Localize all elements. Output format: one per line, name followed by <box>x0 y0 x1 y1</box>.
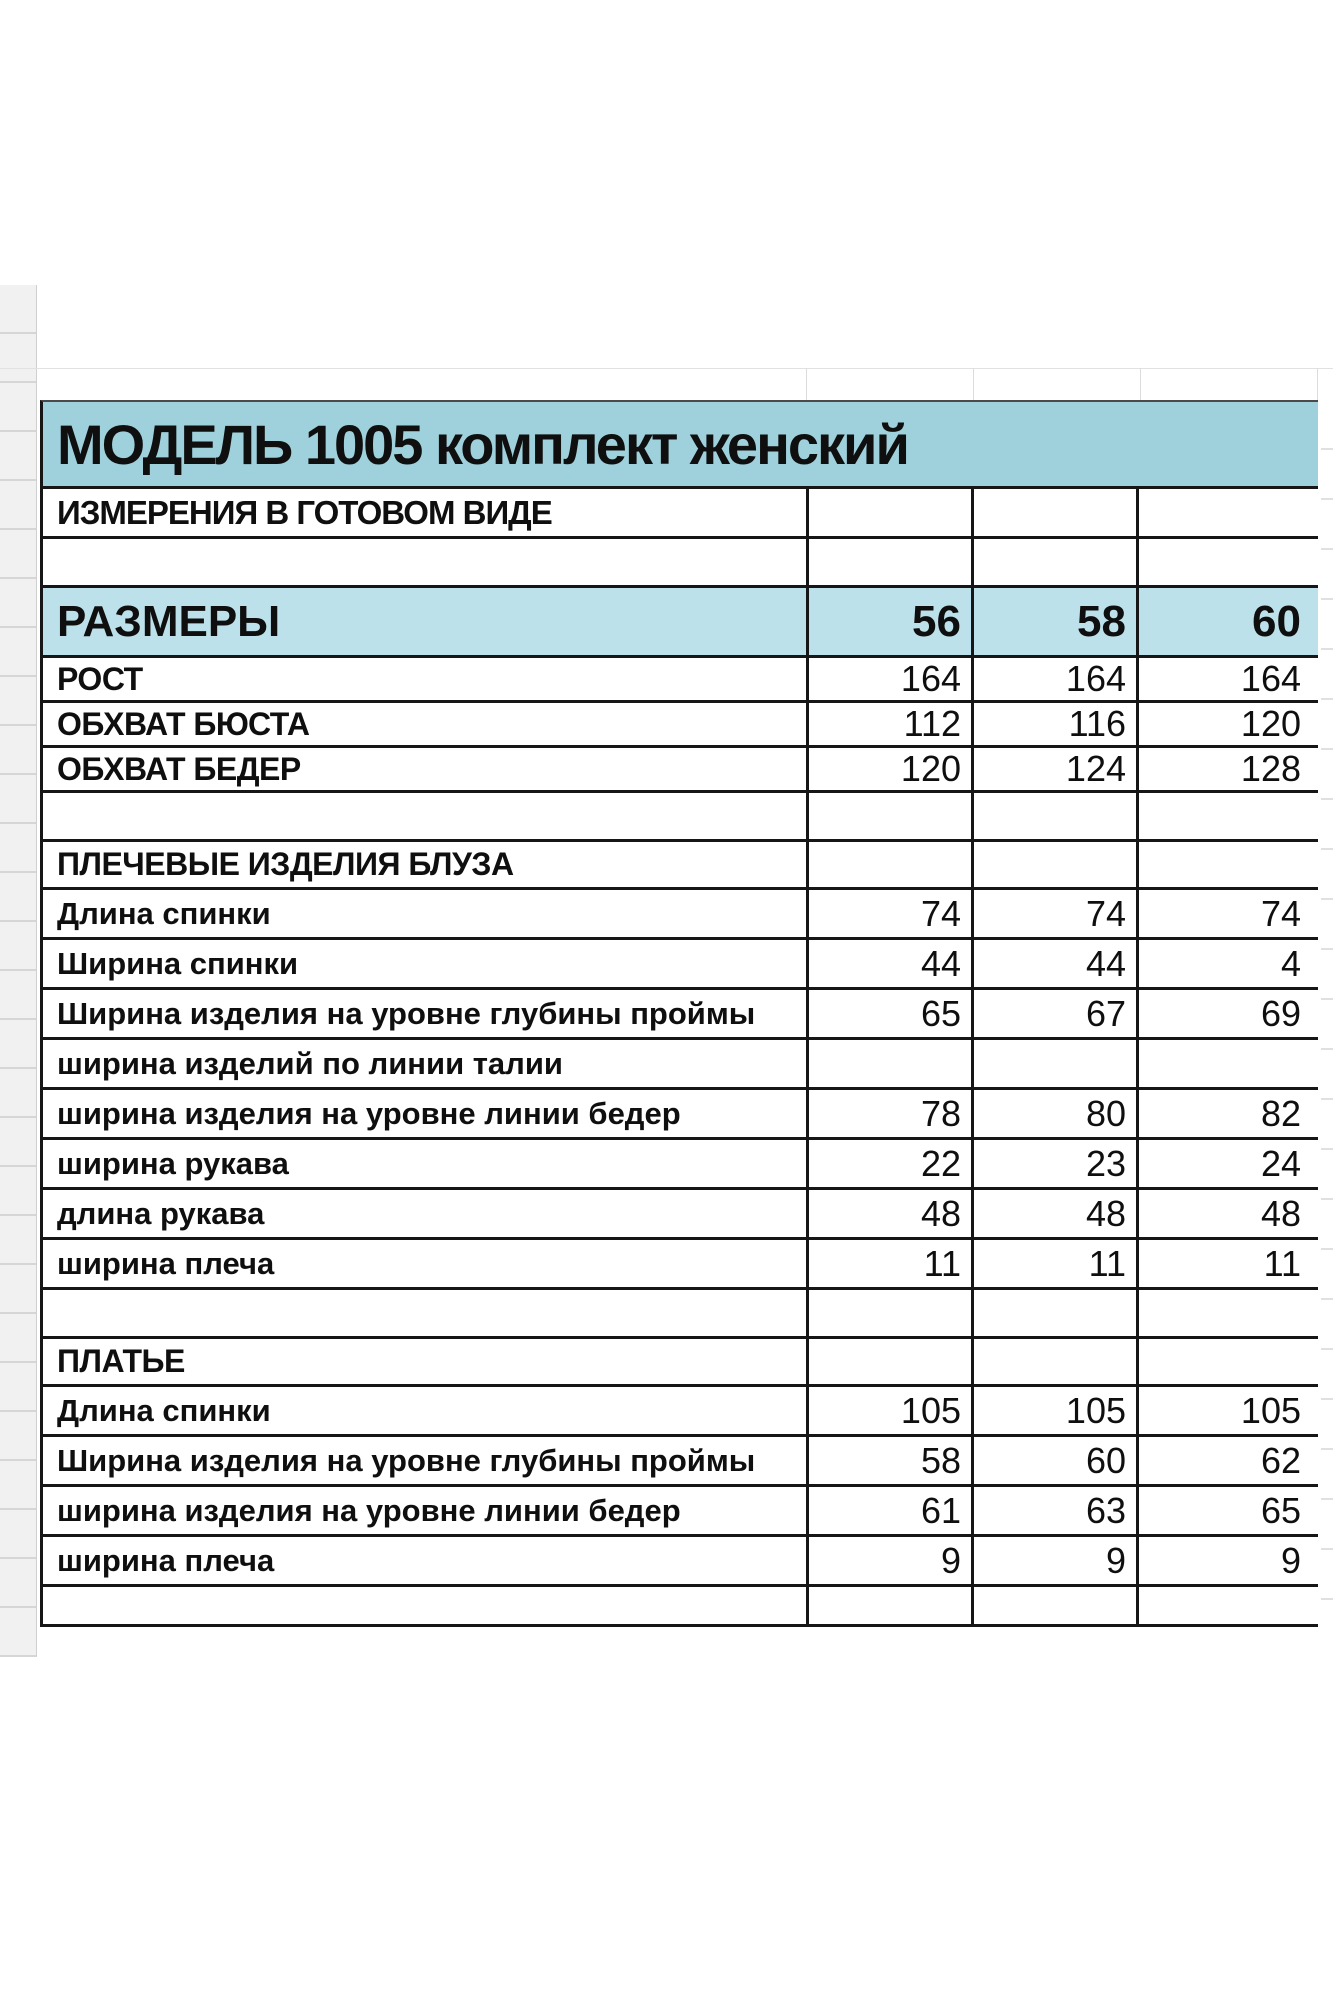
table-row <box>43 703 1318 748</box>
size-value-cell-56 <box>806 1339 971 1384</box>
row-label-cell: Ширина спинки <box>57 945 299 981</box>
size-value-cell-56: 44 <box>806 940 971 987</box>
size-value-cell-60: 128 <box>1136 748 1311 790</box>
size-value-cell-56: 105 <box>806 1387 971 1434</box>
table-title: МОДЕЛЬ 1005 комплект женский <box>57 412 908 476</box>
right-gridline-gutter <box>1321 400 1333 1645</box>
size-value-cell-56: 22 <box>806 1140 971 1187</box>
table-row <box>43 658 1318 703</box>
size-value-cell-60: 120 <box>1136 703 1311 745</box>
size-value-cell-56 <box>806 1040 971 1087</box>
row-label-cell: ширина плеча <box>57 1245 275 1281</box>
size-value-cell-60 <box>1136 539 1311 585</box>
gridline-vertical <box>1140 368 1141 400</box>
table-row <box>43 1040 1318 1090</box>
size-value-cell-60 <box>1136 842 1311 887</box>
table-row <box>43 1090 1318 1140</box>
size-value-cell-60 <box>1136 1040 1311 1087</box>
row-label-cell: Длина спинки <box>57 1392 271 1428</box>
row-label-cell: ширина изделий по линии талии <box>57 1045 563 1081</box>
size-value-cell-56: 48 <box>806 1190 971 1237</box>
size-value-cell-56 <box>806 539 971 585</box>
size-value-cell-58 <box>971 1587 1136 1624</box>
size-value-cell-60: 60 <box>1136 588 1311 655</box>
row-label-cell <box>43 539 806 585</box>
size-value-cell-60: 65 <box>1136 1487 1311 1534</box>
gridline-vertical <box>806 368 807 400</box>
size-value-cell-60 <box>1136 1339 1311 1384</box>
size-value-cell-60: 164 <box>1136 658 1311 700</box>
size-value-cell-56: 164 <box>806 658 971 700</box>
size-value-cell-60: 69 <box>1136 990 1311 1037</box>
size-value-cell-56: 9 <box>806 1537 971 1584</box>
size-value-cell-60: 11 <box>1136 1240 1311 1287</box>
size-value-cell-58: 9 <box>971 1537 1136 1584</box>
size-value-cell-56: 61 <box>806 1487 971 1534</box>
table-row <box>43 890 1318 940</box>
size-value-cell-58 <box>971 842 1136 887</box>
table-row <box>43 489 1318 539</box>
size-value-cell-58: 23 <box>971 1140 1136 1187</box>
size-value-cell-58: 105 <box>971 1387 1136 1434</box>
size-value-cell-60: 74 <box>1136 890 1311 937</box>
size-value-cell-58: 124 <box>971 748 1136 790</box>
gridline-vertical <box>1317 368 1318 400</box>
size-value-cell-60: 9 <box>1136 1537 1311 1584</box>
size-value-cell-56: 120 <box>806 748 971 790</box>
table-row <box>43 990 1318 1040</box>
size-value-cell-58: 60 <box>971 1437 1136 1484</box>
size-value-cell-60 <box>1136 793 1311 839</box>
row-label-cell: ОБХВАТ БЮСТА <box>57 705 310 742</box>
table-row <box>43 1290 1318 1339</box>
table-row <box>43 1339 1318 1387</box>
row-label-cell: ПЛАТЬЕ <box>57 1343 185 1379</box>
size-value-cell-60: 82 <box>1136 1090 1311 1137</box>
size-value-cell-58 <box>971 489 1136 536</box>
size-value-cell-60 <box>1136 1587 1311 1624</box>
size-value-cell-56: 112 <box>806 703 971 745</box>
size-value-cell-58: 74 <box>971 890 1136 937</box>
size-value-cell-58: 67 <box>971 990 1136 1037</box>
table-row <box>43 1240 1318 1290</box>
size-value-cell-56 <box>806 1290 971 1336</box>
row-label-cell: РОСТ <box>57 660 143 697</box>
table-row <box>43 1437 1318 1487</box>
size-value-cell-56 <box>806 489 971 536</box>
table-row <box>43 1387 1318 1437</box>
size-value-cell-58: 63 <box>971 1487 1136 1534</box>
size-value-cell-60: 105 <box>1136 1387 1311 1434</box>
size-value-cell-56: 78 <box>806 1090 971 1137</box>
row-label-cell: Ширина изделия на уровне глубины проймы <box>57 1442 756 1478</box>
table-row <box>43 1190 1318 1240</box>
size-value-cell-58 <box>971 1339 1136 1384</box>
row-label-cell: ПЛЕЧЕВЫЕ ИЗДЕЛИЯ БЛУЗА <box>57 846 514 882</box>
size-value-cell-56: 65 <box>806 990 971 1037</box>
row-number-strip <box>0 285 37 1657</box>
size-value-cell-56 <box>806 842 971 887</box>
size-value-cell-60: 24 <box>1136 1140 1311 1187</box>
size-value-cell-60 <box>1136 489 1311 536</box>
gridline-horizontal <box>0 368 1333 369</box>
table-row <box>43 588 1318 658</box>
row-label-cell: Ширина изделия на уровне глубины проймы <box>57 995 756 1031</box>
table-row <box>43 842 1318 890</box>
size-value-cell-58: 80 <box>971 1090 1136 1137</box>
row-label-cell <box>43 1587 806 1624</box>
row-label-cell: РАЗМЕРЫ <box>43 588 806 655</box>
gridline-vertical <box>973 368 974 400</box>
row-label-cell: Длина спинки <box>57 895 271 931</box>
size-value-cell-58: 44 <box>971 940 1136 987</box>
size-value-cell-58 <box>971 793 1136 839</box>
size-value-cell-56 <box>806 793 971 839</box>
size-value-cell-56: 58 <box>806 1437 971 1484</box>
size-value-cell-58: 116 <box>971 703 1136 745</box>
size-value-cell-60: 62 <box>1136 1437 1311 1484</box>
size-value-cell-56: 56 <box>806 588 971 655</box>
size-value-cell-58 <box>971 1040 1136 1087</box>
table-row <box>43 1487 1318 1537</box>
row-label-cell: ширина изделия на уровне линии бедер <box>57 1095 681 1131</box>
size-value-cell-60 <box>1136 1290 1311 1336</box>
size-value-cell-58: 11 <box>971 1240 1136 1287</box>
table-row <box>43 1537 1318 1587</box>
size-value-cell-56: 74 <box>806 890 971 937</box>
table-row <box>43 1587 1318 1627</box>
row-label-cell: ИЗМЕРЕНИЯ В ГОТОВОМ ВИДЕ <box>57 493 552 531</box>
table-title-row <box>43 402 1318 489</box>
table-row <box>43 539 1318 588</box>
size-value-cell-58 <box>971 539 1136 585</box>
row-label-cell: ширина плеча <box>57 1542 275 1578</box>
row-label-cell: ОБХВАТ БЕДЕР <box>57 750 301 787</box>
size-value-cell-60: 48 <box>1136 1190 1311 1237</box>
row-label-cell: длина рукава <box>57 1195 265 1231</box>
row-label-cell <box>43 793 806 839</box>
table-row <box>43 748 1318 793</box>
row-label-cell <box>43 1290 806 1336</box>
table-row <box>43 793 1318 842</box>
table-row <box>43 940 1318 990</box>
size-value-cell-56: 11 <box>806 1240 971 1287</box>
row-label-cell: ширина рукава <box>57 1145 289 1181</box>
size-value-cell-58: 48 <box>971 1190 1136 1237</box>
size-table <box>40 400 1318 1627</box>
size-value-cell-56 <box>806 1587 971 1624</box>
table-row <box>43 1140 1318 1190</box>
size-value-cell-58 <box>971 1290 1136 1336</box>
row-label-cell: ширина изделия на уровне линии бедер <box>57 1492 681 1528</box>
size-value-cell-58: 58 <box>971 588 1136 655</box>
size-value-cell-58: 164 <box>971 658 1136 700</box>
size-value-cell-60: 4 <box>1136 940 1311 987</box>
